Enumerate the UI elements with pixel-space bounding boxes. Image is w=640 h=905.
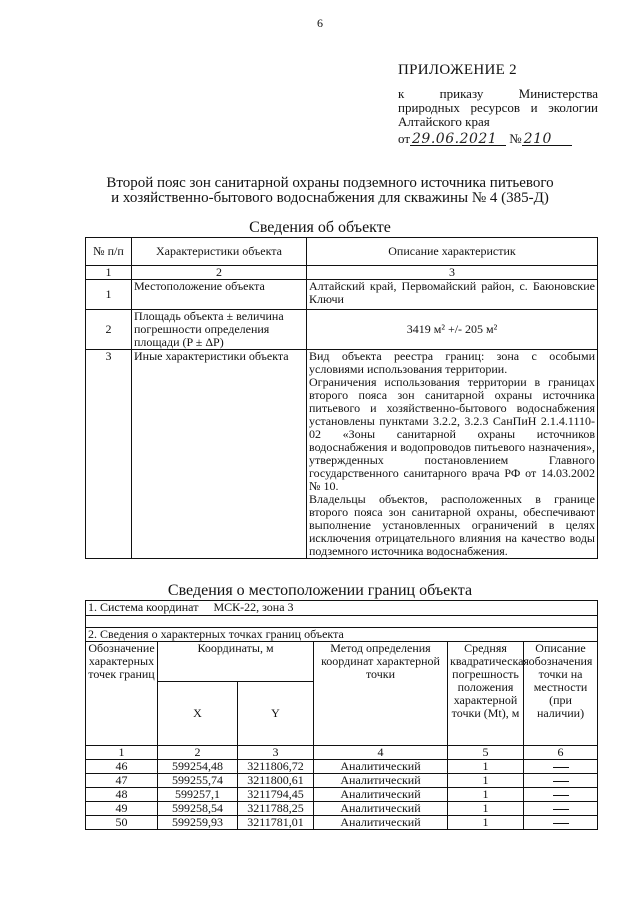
description-paragraph: Ограничения использования территории в границах второго пояса зон санитарной охраны источника питьевого и хозяйственно-бытового водоснабжения установлены пунктами 3.2.2, 3.2.3 СанПиН 2.1.4.1110-02 «Зоны санитарной охраны источников водоснабжения и водопроводов питьевого назначения», утвержденных постановлением Главного государственного санитарного врача РФ от 14.03.2002 № 10.	[309, 375, 595, 493]
column-number: 3	[238, 746, 314, 760]
description-cell	[524, 802, 598, 816]
header-method: Метод определения координат характерной точки	[314, 642, 448, 746]
method-cell: Аналитический	[314, 802, 448, 816]
point-cell: 50	[86, 816, 158, 830]
boundary-info-title: Сведения о местоположении границ объекта	[167, 582, 473, 599]
characteristic-cell: Местоположение объекта	[132, 280, 307, 310]
row-number: 3	[86, 350, 132, 559]
appendix-title: ПРИЛОЖЕНИЕ 2	[398, 62, 517, 78]
order-signature-line	[398, 131, 598, 147]
table-row	[86, 350, 598, 559]
row-number: 1	[86, 280, 132, 310]
column-number: 1	[86, 746, 158, 760]
column-number: 2	[158, 746, 238, 760]
order-number: 210	[523, 131, 552, 147]
mt-cell: 1	[448, 788, 524, 802]
y-cell: 3211788,25	[238, 802, 314, 816]
coord-system-value: МСК-22, зона 3	[213, 600, 294, 614]
dash-mark	[553, 767, 569, 768]
table-row	[86, 774, 598, 788]
point-cell: 49	[86, 802, 158, 816]
column-number-row	[86, 746, 598, 760]
point-cell: 46	[86, 760, 158, 774]
description-cell: Алтайский край, Первомайский район, с. Баюновские Ключи	[307, 280, 598, 310]
column-number-row	[86, 266, 598, 280]
description-cell	[524, 760, 598, 774]
appendix-block	[398, 62, 598, 147]
y-cell: 3211794,45	[238, 788, 314, 802]
document-title-line-2: и хозяйственно-бытового водоснабжения для скважины № 4 (385-Д)	[111, 190, 549, 206]
header-cell: № п/п	[86, 238, 132, 266]
table-row	[86, 310, 598, 350]
header-accuracy: Средняя квадратическая погрешность положения характерной точки (Mt), м	[448, 642, 524, 746]
coord-system-cell	[86, 601, 598, 616]
table-row	[86, 280, 598, 310]
from-label: от	[398, 131, 411, 146]
row-number: 2	[86, 310, 132, 350]
table-row	[86, 802, 598, 816]
header-point-description: Описание обозначения точки на местности (при наличии)	[524, 642, 598, 746]
coord-system-row	[86, 601, 598, 616]
x-cell: 599255,74	[158, 774, 238, 788]
boundary-header-row	[86, 642, 598, 682]
method-cell: Аналитический	[314, 788, 448, 802]
description-paragraph: Владельцы объектов, расположенных в границе второго пояса зон санитарной охраны, обеспечивают выполнение установленных ограничений в целях исключения отрицательного влияния на качество воды подземного источника водоснабжения.	[309, 492, 595, 558]
method-cell: Аналитический	[314, 760, 448, 774]
document-title-line-1: Второй пояс зон санитарной охраны подземного источника питьевого	[106, 175, 554, 191]
characteristic-cell: Иные характеристики объекта	[132, 350, 307, 559]
order-date: 29.06.2021	[412, 131, 498, 147]
mt-cell: 1	[448, 816, 524, 830]
x-cell: 599254,48	[158, 760, 238, 774]
method-cell: Аналитический	[314, 774, 448, 788]
table-row	[86, 760, 598, 774]
characteristic-cell: Площадь объекта ± величина погрешности определения площади (P ± ΔP)	[132, 310, 307, 350]
header-cell: Описание характеристик	[307, 238, 598, 266]
x-cell: 599259,93	[158, 816, 238, 830]
spacer-cell	[86, 616, 598, 628]
points-section-label: 2. Сведения о характерных точках границ объекта	[86, 628, 598, 642]
column-number: 4	[314, 746, 448, 760]
column-number: 1	[86, 266, 132, 280]
description-cell	[307, 350, 598, 559]
header-coordinates: Координаты, м	[158, 642, 314, 682]
header-designation: Обозначение характерных точек границ	[86, 642, 158, 746]
y-cell: 3211800,61	[238, 774, 314, 788]
table-row	[86, 816, 598, 830]
spacer-row	[86, 616, 598, 628]
coord-system-label: 1. Система координат	[88, 600, 199, 614]
mt-cell: 1	[448, 802, 524, 816]
description-paragraph: Вид объекта реестра границ: зона с особыми условиями использования территории.	[309, 349, 595, 376]
appendix-order-text: к приказу Министерства природных ресурсов и экологии Алтайского края	[398, 86, 598, 129]
dash-mark	[553, 795, 569, 796]
point-cell: 47	[86, 774, 158, 788]
method-cell: Аналитический	[314, 816, 448, 830]
y-cell: 3211806,72	[238, 760, 314, 774]
x-cell: 599258,54	[158, 802, 238, 816]
header-cell: Характеристики объекта	[132, 238, 307, 266]
description-cell	[524, 788, 598, 802]
y-cell: 3211781,01	[238, 816, 314, 830]
column-number: 5	[448, 746, 524, 760]
header-y: Y	[238, 682, 314, 746]
dash-mark	[553, 809, 569, 810]
column-number: 2	[132, 266, 307, 280]
points-section-row	[86, 628, 598, 642]
dash-mark	[553, 823, 569, 824]
description-cell	[524, 816, 598, 830]
mt-cell: 1	[448, 760, 524, 774]
table-row	[86, 788, 598, 802]
mt-cell: 1	[448, 774, 524, 788]
object-info-title: Сведения об объекте	[249, 219, 391, 236]
point-cell: 48	[86, 788, 158, 802]
column-number: 6	[524, 746, 598, 760]
document-title	[60, 176, 600, 206]
boundary-table	[85, 600, 598, 830]
column-number: 3	[307, 266, 598, 280]
dash-mark	[553, 781, 569, 782]
description-cell	[524, 774, 598, 788]
page-number: 6	[317, 16, 323, 30]
x-cell: 599257,1	[158, 788, 238, 802]
description-cell: 3419 м² +/- 205 м²	[307, 310, 598, 350]
number-label: №	[509, 131, 522, 146]
object-info-table	[85, 237, 598, 559]
table-header-row	[86, 238, 598, 266]
header-x: X	[158, 682, 238, 746]
